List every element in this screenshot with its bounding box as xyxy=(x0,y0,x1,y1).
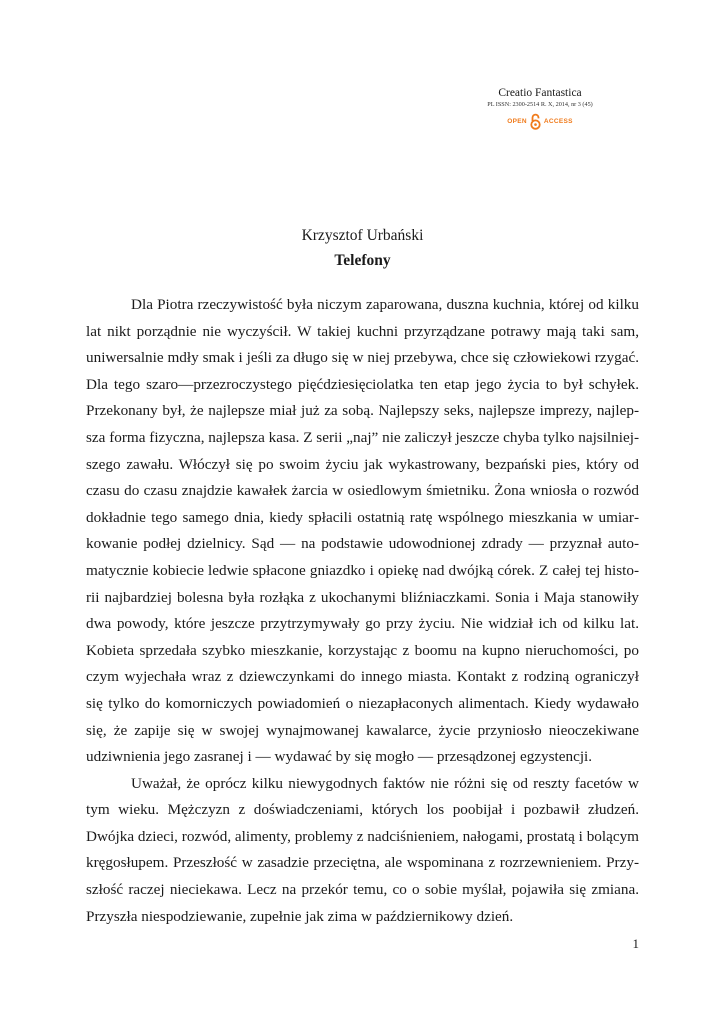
article-body xyxy=(86,292,639,930)
page-number: 1 xyxy=(632,936,639,951)
access-label: ACCESS xyxy=(543,118,573,125)
journal-name: Creatio Fantastica xyxy=(498,87,582,99)
article-author: Krzysztof Urbański xyxy=(301,227,424,244)
article-title: Telefony xyxy=(334,252,391,269)
open-label: OPEN xyxy=(507,118,527,125)
body-paragraph: Uważał, że oprócz kilku niewygodnych faktów nie różni się od reszty facetów w tym wieku. Mężczyzn z doświadczeniami, których los poobijał i pozbawił złudzeń. Dwójka dzieci, rozwód, alimenty, problemy z nadciśnieniem, nałogami, prostatą i bolącym kręgosłupem. Przeszłość w zasadzie przeciętna, ale wspominana z rozrzewnieniem. Przyszłość raczej nieciekawa. Lecz na przekór temu, co o sobie myślał, pojawiła się zmiana. Przyszła niespodziewanie, zupełnie jak zima w październikowy dzień. xyxy=(86,774,639,925)
open-access-badge xyxy=(465,113,615,130)
open-access-lock-icon xyxy=(530,113,541,130)
journal-header xyxy=(465,86,615,130)
issn-line: PL ISSN: 2300-2514 R. X, 2014, nr 3 (45) xyxy=(487,101,593,108)
body-paragraph: Dla Piotra rzeczywistość była niczym zaparowana, duszna kuchnia, której od kilku lat nikt porządnie nie wyczyścił. W takiej kuchni przyrządzane potrawy mają taki sam, uniwersalnie mdły smak i jeśli za długo się w niej przebywa, chce się człowiekowi rzygać. Dla tego szaro—przezroczystego pięćdziesięciolatka ten etap jego życia to był schyłek. Przekonany był, że najlepsze miał już za sobą. Najlepszy seks, najlepsze imprezy, najlepsza forma fizyczna, najlepsza kasa. Z serii „naj” nie zaliczył jeszcze chyba tylko najsilniejszego zawału. Włóczył się po swoim życiu jak wykastrowany, bezpański pies, który od czasu do czasu znajdzie kawałek żarcia w osiedlowym śmietniku. Żona wniosła o rozwód dokładnie tego samego dnia, kiedy spłacili ostatnią ratę wspólnego mieszkania w umiarkowanie podłej dzielnicy. Sąd — na podstawie udowodnionej zdrady — przyznał automatycznie kobiecie ledwie spłacone gniazdko i opiekę nad dwójką córek. Z całej tej historii najbardziej bolesna była rozłąka z ukochanymi bliźniaczkami. Sonia i Maja stanowiły dwa powody, które jeszcze przytrzymywały go przy życiu. Nie widział ich od kilku lat. Kobieta sprzedała szybko mieszkanie, korzystając z boomu na kupno nieruchomości, po czym wyjechała wraz z dziewczynkami do innego miasta. Kontakt z rodziną ograniczył się tylko do komorniczych powiadomień o niezapłaconych alimentach. Kiedy wydawało się, że zapije się w swojej wynajmowanej kawalarce, życie przyniosło nieoczekiwane udziwnienia jego zasranej i — wydawać by się mogło — przesądzonej egzystencji. xyxy=(86,296,639,766)
